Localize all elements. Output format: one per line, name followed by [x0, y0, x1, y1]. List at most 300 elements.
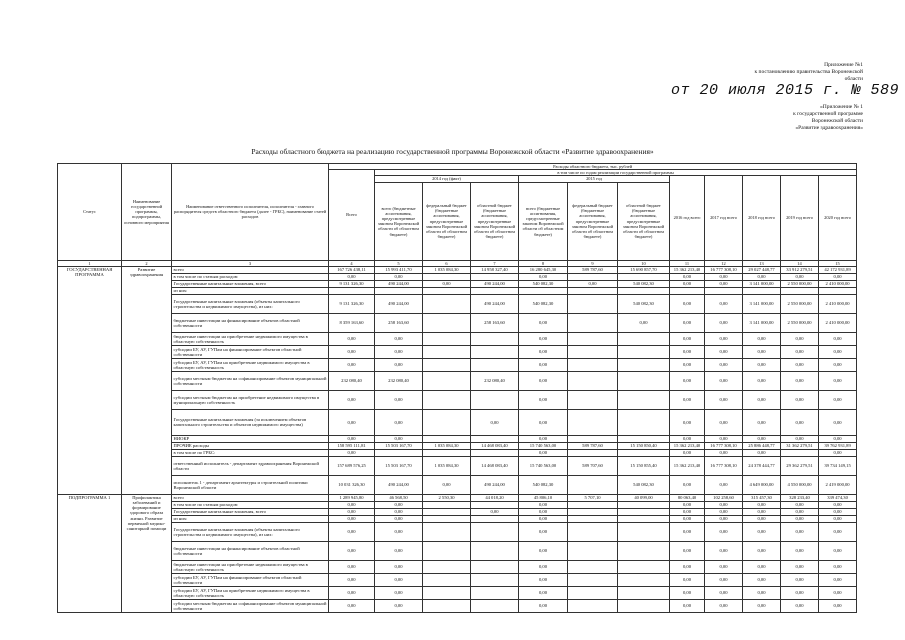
amount-cell: 0,00 — [329, 599, 375, 612]
amount-cell: 1 035 084,30 — [423, 456, 471, 475]
amount-cell: 0,00 — [471, 508, 519, 515]
amount-cell: 0,00 — [781, 573, 819, 586]
col-2014-federal: федеральный бюджет (бюджетные ассигнования, предусмотренные законом Воронежской области об областном бюджете) — [423, 182, 471, 260]
amount-cell: 0,00 — [705, 599, 743, 612]
amount-cell — [471, 573, 519, 586]
amount-cell — [618, 522, 670, 541]
amount-cell: 5 707,10 — [568, 494, 618, 501]
amount-cell — [618, 345, 670, 358]
col-status: Статус — [58, 164, 122, 261]
amount-cell — [568, 515, 618, 522]
amount-cell — [618, 560, 670, 573]
amount-cell — [568, 522, 618, 541]
amount-cell — [568, 599, 618, 612]
amount-cell: 0,00 — [781, 508, 819, 515]
amount-cell: 0,00 — [329, 390, 375, 409]
col-by-years: в том числе по годам реализации государственной программы — [375, 170, 857, 176]
amount-cell: 0,00 — [519, 358, 568, 371]
amount-cell — [568, 313, 618, 332]
col-number: 15 — [819, 260, 857, 266]
amount-cell: 15 740 563,00 — [519, 442, 568, 449]
amount-cell: 0,00 — [743, 515, 781, 522]
table-row — [58, 435, 857, 442]
col-2015: 2015 год — [519, 176, 670, 182]
amount-cell: 0,00 — [781, 501, 819, 508]
table-row — [58, 409, 857, 435]
col-number: 4 — [329, 260, 375, 266]
expense-item-label: Государственные капитальные вложения (объекты капитального строительства и недвижимого имущества), из них: — [172, 294, 329, 313]
amount-cell: 0,00 — [819, 541, 857, 560]
amount-cell: 540 082,30 — [519, 475, 568, 494]
table-row — [58, 522, 857, 541]
amount-cell: 540 082,30 — [519, 294, 568, 313]
amount-cell — [471, 501, 519, 508]
expense-item-label: субсидии БУ, АУ, ГУПам на приобретение недвижимого имущества в областную собственность — [172, 586, 329, 599]
expense-item-label: из них: — [172, 287, 329, 294]
amount-cell: 0,00 — [743, 560, 781, 573]
amount-cell — [781, 449, 819, 456]
amount-cell: 0,00 — [519, 390, 568, 409]
table-row — [58, 508, 857, 515]
amount-cell — [618, 358, 670, 371]
table-row — [58, 586, 857, 599]
table-body — [58, 266, 857, 612]
amount-cell: 0,00 — [743, 390, 781, 409]
table-row — [58, 501, 857, 508]
amount-cell: 2 410 000,00 — [819, 280, 857, 287]
amount-cell: 0,00 — [743, 508, 781, 515]
amount-cell: 0,00 — [743, 345, 781, 358]
amount-cell — [705, 287, 743, 294]
amount-cell: 16 777 308,10 — [705, 442, 743, 449]
decree-date-number: от 20 июля 2015 г. № 589 — [671, 82, 900, 99]
col-2019: 2019 год всего — [781, 176, 819, 260]
table-row — [58, 475, 857, 494]
amount-cell: 0,00 — [743, 273, 781, 280]
amount-cell: 0,00 — [743, 522, 781, 541]
amount-cell: 31 362 279,51 — [781, 442, 819, 449]
amount-cell: 0,00 — [819, 449, 857, 456]
table-row — [58, 280, 857, 287]
amount-cell: 0,00 — [781, 409, 819, 435]
amount-cell — [618, 573, 670, 586]
amount-cell: 0,00 — [519, 522, 568, 541]
amount-cell: 15 362 213,40 — [670, 442, 705, 449]
amount-cell: 0,00 — [743, 409, 781, 435]
expense-item-label: всего — [172, 494, 329, 501]
amount-cell: 45 806,10 — [519, 494, 568, 501]
amount-cell: 0,00 — [375, 435, 423, 442]
amount-cell: 0,00 — [329, 449, 375, 456]
table-row — [58, 515, 857, 522]
amount-cell: 0,00 — [781, 435, 819, 442]
document-title: Расходы областного бюджета на реализацию государственной программы Воронежской области «Развитие здравоохранения» — [251, 147, 654, 156]
amount-cell: 0,00 — [375, 573, 423, 586]
expense-item-label: Государственные капитальные вложения (за исключением объектов капитального строительства и объектов недвижимого имущества) — [172, 409, 329, 435]
program-appendix-header — [793, 104, 863, 132]
amount-cell: 0,00 — [375, 332, 423, 345]
amount-cell — [618, 435, 670, 442]
amount-cell: 2 410 000,00 — [819, 313, 857, 332]
col-2016: 2016 год всего — [670, 176, 705, 260]
col-2014-total: всего (бюджетные ассигнования, предусмотренные законом Воронежской области об областном бюджете) — [375, 182, 423, 260]
amount-cell: 0,00 — [375, 345, 423, 358]
amount-cell — [375, 287, 423, 294]
amount-cell — [618, 332, 670, 345]
col-number: 3 — [172, 260, 329, 266]
amount-cell: 0,00 — [329, 345, 375, 358]
amount-cell: 14 468 083,40 — [471, 456, 519, 475]
amount-cell: 1 035 084,30 — [423, 266, 471, 273]
amount-cell — [423, 313, 471, 332]
amount-cell — [568, 501, 618, 508]
col-total: Всего — [329, 170, 375, 260]
amount-cell: 0,00 — [705, 345, 743, 358]
amount-cell — [423, 522, 471, 541]
amount-cell: 2 550 000,00 — [781, 280, 819, 287]
amount-cell: 0,00 — [670, 435, 705, 442]
amount-cell: 0,00 — [568, 280, 618, 287]
amount-cell: 42 172 931,89 — [819, 266, 857, 273]
amount-cell: 0,00 — [670, 371, 705, 390]
amount-cell: 0,00 — [329, 501, 375, 508]
amount-cell: 0,00 — [670, 599, 705, 612]
col-2014-regional: областной бюджет (бюджетные ассигнования, предусмотренные законом Воронежской области об областном бюджете) — [471, 182, 519, 260]
expense-item-label: бюджетные инвестиции на приобретение недвижимого имущества в областную собственность — [172, 560, 329, 573]
amount-cell: 0,00 — [705, 501, 743, 508]
amount-cell: 0,00 — [519, 371, 568, 390]
expense-item-label: в том числе по статьям расходов: — [172, 273, 329, 280]
header-line: области — [844, 76, 863, 82]
expense-item-label: в том числе по ГРБС: — [172, 449, 329, 456]
amount-cell — [471, 287, 519, 294]
expense-item-label: в том числе по статьям расходов: — [172, 501, 329, 508]
amount-cell: 232 080,40 — [375, 371, 423, 390]
expenses-table — [57, 163, 857, 613]
table-row — [58, 390, 857, 409]
amount-cell: 167 726 438,11 — [329, 266, 375, 273]
expense-item-label: субсидии БУ, АУ, ГУПам на финансирование объектов областной собственности — [172, 573, 329, 586]
table-row — [58, 541, 857, 560]
amount-cell: 0,00 — [705, 358, 743, 371]
col-2017: 2017 год всего — [705, 176, 743, 260]
amount-cell — [618, 409, 670, 435]
amount-cell — [568, 449, 618, 456]
amount-cell — [519, 287, 568, 294]
amount-cell — [618, 273, 670, 280]
amount-cell — [618, 449, 670, 456]
amount-cell — [471, 541, 519, 560]
col-number: 7 — [471, 260, 519, 266]
amount-cell — [471, 449, 519, 456]
table-head — [58, 164, 857, 267]
amount-cell: 0,00 — [743, 332, 781, 345]
amount-cell: 4 649 000,00 — [743, 475, 781, 494]
amount-cell — [618, 501, 670, 508]
amount-cell: 0,00 — [819, 390, 857, 409]
amount-cell: 0,00 — [781, 371, 819, 390]
col-2018: 2018 год всего — [743, 176, 781, 260]
amount-cell: 0,00 — [329, 586, 375, 599]
amount-cell — [423, 287, 471, 294]
amount-cell: 0,00 — [705, 390, 743, 409]
table-row — [58, 294, 857, 313]
amount-cell: 0,00 — [670, 358, 705, 371]
amount-cell: 0,00 — [743, 501, 781, 508]
amount-cell — [568, 390, 618, 409]
table-row — [58, 599, 857, 612]
appendix-header — [755, 62, 864, 83]
amount-cell — [423, 560, 471, 573]
amount-cell: 0,00 — [519, 515, 568, 522]
amount-cell: 0,00 — [705, 515, 743, 522]
header-line: «Приложение № 1 — [819, 104, 863, 110]
amount-cell — [471, 586, 519, 599]
amount-cell: 0,00 — [743, 541, 781, 560]
amount-cell: 0,00 — [670, 573, 705, 586]
table-row — [58, 332, 857, 345]
amount-cell — [618, 287, 670, 294]
amount-cell: 0,00 — [375, 501, 423, 508]
amount-cell: 0,00 — [670, 586, 705, 599]
amount-cell: 44 018,20 — [471, 494, 519, 501]
amount-cell: 24 378 444,77 — [743, 456, 781, 475]
amount-cell: 232 080,40 — [329, 371, 375, 390]
amount-cell: 0,00 — [519, 345, 568, 358]
amount-cell: 0,00 — [705, 371, 743, 390]
col-2014: 2014 год (факт) — [375, 176, 519, 182]
amount-cell: 0,00 — [781, 273, 819, 280]
expense-item-label: Государственные капитальные вложения (объекты капитального строительства и недвижимого имущества), из них: — [172, 522, 329, 541]
amount-cell — [568, 358, 618, 371]
col-number: 13 — [743, 260, 781, 266]
amount-cell: 0,00 — [705, 541, 743, 560]
amount-cell: 0,00 — [519, 560, 568, 573]
amount-cell: 15 993 411,70 — [375, 266, 423, 273]
amount-cell: 0,00 — [743, 371, 781, 390]
amount-cell — [375, 449, 423, 456]
amount-cell — [568, 586, 618, 599]
amount-cell: 9 131 326,30 — [329, 280, 375, 287]
amount-cell: 2 410 000,00 — [819, 294, 857, 313]
amount-cell: 0,00 — [819, 273, 857, 280]
amount-cell: 39 762 931,89 — [819, 442, 857, 449]
col-number: 8 — [519, 260, 568, 266]
amount-cell — [568, 475, 618, 494]
amount-cell — [423, 358, 471, 371]
amount-cell: 0,00 — [670, 515, 705, 522]
amount-cell: 0,00 — [743, 358, 781, 371]
table-row — [58, 345, 857, 358]
amount-cell: 490 244,00 — [471, 475, 519, 494]
amount-cell: 15 362 213,40 — [670, 266, 705, 273]
table-row — [58, 449, 857, 456]
expense-item-label: Государственные капитальные вложения, всего — [172, 280, 329, 287]
program-name-cell: Профилактика заболеваний и формирование здорового образа жизни. Развитие первичной медико-санитарной помощи — [122, 494, 172, 612]
table-row — [58, 273, 857, 280]
table-row — [58, 313, 857, 332]
expense-item-label: субсидии местным бюджетам на софинансирование объектов муниципальной собственности — [172, 599, 329, 612]
amount-cell: 4 550 000,00 — [781, 475, 819, 494]
amount-cell: 0,00 — [705, 560, 743, 573]
col-responsible: Наименование ответственного исполнителя, исполнителя - главного распорядителя средств областного бюджета (далее - ГРБС), наименование статей расходов — [172, 164, 329, 261]
amount-cell: 0,00 — [670, 273, 705, 280]
table-row — [58, 456, 857, 475]
amount-cell — [423, 345, 471, 358]
amount-cell: 315 457,30 — [743, 494, 781, 501]
col-program-name: Наименование государственной программы, подпрограммы, основного мероприятия — [122, 164, 172, 261]
header-line: к постановлению правительства Воронежской — [754, 69, 863, 75]
amount-cell: 0,00 — [743, 435, 781, 442]
amount-cell — [471, 273, 519, 280]
amount-cell — [423, 332, 471, 345]
amount-cell: 15 150 850,40 — [618, 442, 670, 449]
amount-cell: 2 550,30 — [423, 494, 471, 501]
amount-cell: 0,00 — [329, 273, 375, 280]
expense-item-label: бюджетные инвестиции на приобретение недвижимого имущества в областную собственность — [172, 332, 329, 345]
amount-cell: 0,00 — [375, 515, 423, 522]
amount-cell: 589 787,60 — [568, 266, 618, 273]
amount-cell — [568, 371, 618, 390]
amount-cell: 0,00 — [781, 515, 819, 522]
header-line: к государственной программе — [793, 111, 863, 117]
amount-cell — [618, 390, 670, 409]
amount-cell: 258 163,60 — [375, 313, 423, 332]
amount-cell: 0,00 — [519, 409, 568, 435]
amount-cell: 0,00 — [375, 599, 423, 612]
amount-cell: 0,00 — [781, 541, 819, 560]
amount-cell: 0,00 — [819, 435, 857, 442]
amount-cell — [423, 435, 471, 442]
amount-cell: 0,00 — [819, 371, 857, 390]
amount-cell: 0,00 — [743, 573, 781, 586]
amount-cell: 540 082,30 — [519, 280, 568, 287]
amount-cell: 339 474,30 — [819, 494, 857, 501]
amount-cell: 0,00 — [819, 515, 857, 522]
amount-cell: 25 886 448,77 — [743, 442, 781, 449]
amount-cell — [471, 560, 519, 573]
amount-cell: 0,00 — [519, 449, 568, 456]
amount-cell: 0,00 — [670, 522, 705, 541]
table-row — [58, 266, 857, 273]
amount-cell: 0,00 — [705, 273, 743, 280]
amount-cell: 0,00 — [618, 313, 670, 332]
col-number: 11 — [670, 260, 705, 266]
amount-cell — [423, 273, 471, 280]
amount-cell: 0,00 — [705, 409, 743, 435]
amount-cell — [670, 287, 705, 294]
amount-cell: 0,00 — [329, 573, 375, 586]
expense-item-label: ответственный исполнитель - департамент здравоохранения Воронежской области — [172, 456, 329, 475]
amount-cell: 33 912 279,51 — [781, 266, 819, 273]
amount-cell: 0,00 — [819, 522, 857, 541]
amount-cell: 540 082,30 — [618, 280, 670, 287]
table-row — [58, 371, 857, 390]
amount-cell: 15 503 167,70 — [375, 456, 423, 475]
amount-cell — [423, 294, 471, 313]
amount-cell: 0,00 — [705, 475, 743, 494]
amount-cell: 0,00 — [705, 586, 743, 599]
amount-cell: 0,00 — [670, 475, 705, 494]
amount-cell — [471, 390, 519, 409]
amount-cell — [423, 390, 471, 409]
col-number: 6 — [423, 260, 471, 266]
amount-cell — [819, 287, 857, 294]
amount-cell — [618, 515, 670, 522]
amount-cell: 0,00 — [819, 345, 857, 358]
status-cell: ГОСУДАРСТВЕННАЯ ПРОГРАММА — [58, 266, 122, 494]
amount-cell: 0,00 — [519, 313, 568, 332]
amount-cell: 0,00 — [743, 599, 781, 612]
amount-cell: 158 595 111,81 — [329, 442, 375, 449]
amount-cell: 0,00 — [329, 508, 375, 515]
amount-cell — [618, 508, 670, 515]
amount-cell: 0,00 — [670, 501, 705, 508]
amount-cell: 0,00 — [705, 294, 743, 313]
amount-cell: 80 063,40 — [670, 494, 705, 501]
amount-cell — [568, 560, 618, 573]
amount-cell: 0,00 — [670, 390, 705, 409]
amount-cell: 0,00 — [819, 409, 857, 435]
amount-cell: 29 027 448,77 — [743, 266, 781, 273]
amount-cell — [423, 508, 471, 515]
amount-cell: 0,00 — [375, 273, 423, 280]
amount-cell — [568, 508, 618, 515]
amount-cell — [781, 287, 819, 294]
amount-cell: 0,00 — [375, 560, 423, 573]
col-2015-regional: областной бюджет (бюджетные ассигнования, предусмотренные законом Воронежской области об областном бюджете) — [618, 182, 670, 260]
amount-cell: 39 734 149,15 — [819, 456, 857, 475]
amount-cell: 0,00 — [423, 280, 471, 287]
expense-item-label: субсидии местным бюджетам на софинансирование объектов муниципальной собственности — [172, 371, 329, 390]
header-line: Приложение №1 — [824, 62, 863, 68]
program-name-cell: Развитие здравоохранения — [122, 266, 172, 494]
col-number: 12 — [705, 260, 743, 266]
amount-cell: 15 690 857,70 — [618, 266, 670, 273]
amount-cell: 0,00 — [519, 501, 568, 508]
amount-cell: 0,00 — [670, 541, 705, 560]
amount-cell: 10 031 326,30 — [329, 475, 375, 494]
amount-cell: 40 099,00 — [618, 494, 670, 501]
amount-cell: 0,00 — [781, 390, 819, 409]
amount-cell: 0,00 — [519, 435, 568, 442]
amount-cell: 0,00 — [375, 358, 423, 371]
expense-item-label: субсидии БУ, АУ, ГУПам на финансирование объектов областной собственности — [172, 345, 329, 358]
expense-item-label: исполнитель 1 - департамент архитектуры и строительной политики Воронежской области — [172, 475, 329, 494]
amount-cell: 16 280 645,30 — [519, 266, 568, 273]
expense-item-label: бюджетные инвестиции на финансирование объектов областной собственности — [172, 313, 329, 332]
col-2015-total: всего (бюджетные ассигнования, предусмотренные законом Воронежской области об областном бюджете) — [519, 182, 568, 260]
amount-cell: 0,00 — [670, 332, 705, 345]
amount-cell: 0,00 — [819, 508, 857, 515]
amount-cell: 8 359 163,60 — [329, 313, 375, 332]
amount-cell: 0,00 — [781, 560, 819, 573]
amount-cell — [471, 522, 519, 541]
amount-cell — [423, 573, 471, 586]
amount-cell — [568, 345, 618, 358]
amount-cell: 0,00 — [670, 345, 705, 358]
table-row — [58, 442, 857, 449]
amount-cell — [423, 541, 471, 560]
amount-cell — [568, 294, 618, 313]
amount-cell: 46 568,50 — [375, 494, 423, 501]
amount-cell — [471, 435, 519, 442]
expense-item-label: НИОКР — [172, 435, 329, 442]
amount-cell: 3 141 000,00 — [743, 280, 781, 287]
amount-cell: 540 082,30 — [618, 475, 670, 494]
amount-cell: 0,00 — [329, 332, 375, 345]
col-number: 9 — [568, 260, 618, 266]
